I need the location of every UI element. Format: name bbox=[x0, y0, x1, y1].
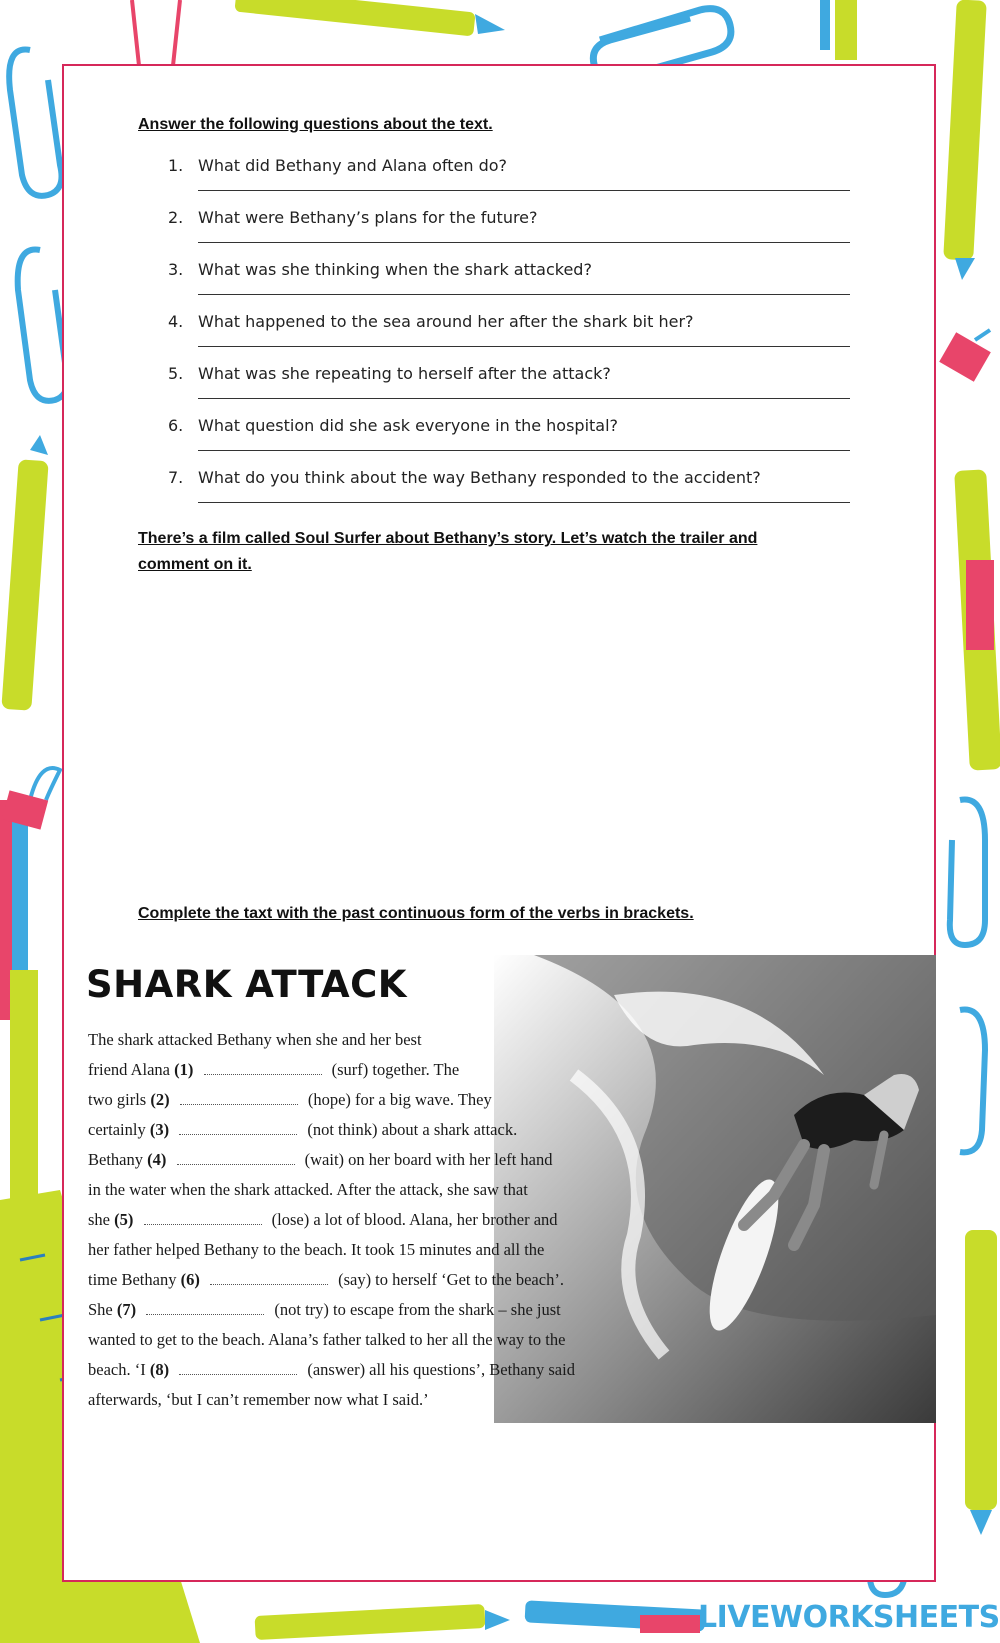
text-fragment: (not think) about a shark attack. bbox=[307, 1120, 518, 1139]
text-fragment: beach. ‘I bbox=[88, 1360, 146, 1379]
list-item bbox=[160, 410, 850, 462]
text-fragment: (answer) all his questions’, Bethany said bbox=[307, 1360, 575, 1379]
question-number: 2. bbox=[168, 208, 184, 227]
video-placeholder[interactable] bbox=[138, 590, 928, 890]
question-text: What was she repeating to herself after the attack? bbox=[198, 364, 611, 383]
question-number: 6. bbox=[168, 416, 184, 435]
text-fragment: certainly bbox=[88, 1120, 146, 1139]
list-item bbox=[160, 306, 850, 358]
text-line: wanted to get to the beach. Alana’s father talked to her all the way to the bbox=[88, 1330, 566, 1349]
gap-input[interactable] bbox=[144, 1206, 262, 1225]
gap-number: (7) bbox=[116, 1300, 137, 1319]
gap-input[interactable] bbox=[179, 1116, 297, 1135]
gap-input[interactable] bbox=[204, 1056, 322, 1075]
text-line bbox=[88, 1085, 648, 1115]
text-fragment: friend Alana bbox=[88, 1060, 171, 1079]
pen-icon bbox=[234, 0, 505, 36]
text-line bbox=[88, 1055, 648, 1085]
gap-input[interactable] bbox=[210, 1266, 328, 1285]
answer-field[interactable] bbox=[198, 450, 850, 451]
question-text: What do you think about the way Bethany responded to the accident? bbox=[198, 468, 761, 487]
text-line bbox=[88, 1295, 648, 1325]
text-fragment: (say) to herself ‘Get to the beach’. bbox=[338, 1270, 564, 1289]
text-line bbox=[88, 1355, 648, 1385]
question-number: 7. bbox=[168, 468, 184, 487]
film-heading: There’s a film called Soul Surfer about Bethany’s story. Let’s watch the trailer and bbox=[138, 530, 758, 547]
text-fragment: Bethany bbox=[88, 1150, 143, 1169]
text-fragment: She bbox=[88, 1300, 113, 1319]
gap-number: (2) bbox=[150, 1090, 170, 1109]
list-item bbox=[160, 462, 850, 514]
binder-clip-icon bbox=[939, 330, 991, 382]
paperclip-icon bbox=[9, 50, 67, 401]
question-list bbox=[160, 150, 850, 514]
question-text: What happened to the sea around her after the shark bit her? bbox=[198, 312, 694, 331]
text-line: The shark attacked Bethany when she and her best bbox=[88, 1030, 422, 1049]
shark-attack-title: SHARK ATTACK bbox=[86, 963, 407, 1006]
question-number: 4. bbox=[168, 312, 184, 331]
list-item bbox=[160, 358, 850, 410]
text-fragment: (not try) to escape from the shark – she just bbox=[274, 1300, 561, 1319]
answer-field[interactable] bbox=[198, 190, 850, 191]
answer-field[interactable] bbox=[198, 346, 850, 347]
text-line: her father helped Bethany to the beach. It took 15 minutes and all the bbox=[88, 1240, 545, 1259]
gap-input[interactable] bbox=[180, 1086, 298, 1105]
text-fragment: (lose) a lot of blood. Alana, her brother and bbox=[271, 1210, 558, 1229]
list-item bbox=[160, 150, 850, 202]
questions-heading: Answer the following questions about the text. bbox=[138, 116, 493, 133]
gap-number: (4) bbox=[147, 1150, 167, 1169]
shark-attack-text bbox=[88, 1025, 648, 1415]
text-line bbox=[88, 1115, 648, 1145]
gap-number: (3) bbox=[149, 1120, 170, 1139]
text-fragment: (surf) together. The bbox=[331, 1060, 460, 1079]
list-item bbox=[160, 202, 850, 254]
pen-icon bbox=[954, 469, 1000, 1535]
gap-number: (6) bbox=[180, 1270, 200, 1289]
question-number: 3. bbox=[168, 260, 184, 279]
text-fragment: (wait) on her board with her left hand bbox=[304, 1150, 553, 1169]
shark-attack-exercise bbox=[64, 955, 936, 1423]
text-line: afterwards, ‘but I can’t remember now what I said.’ bbox=[88, 1390, 429, 1409]
gap-input[interactable] bbox=[179, 1356, 297, 1375]
list-item bbox=[160, 254, 850, 306]
text-line bbox=[88, 1205, 648, 1235]
question-number: 5. bbox=[168, 364, 184, 383]
text-fragment: two girls bbox=[88, 1090, 147, 1109]
exercise-heading: Complete the taxt with the past continuous form of the verbs in brackets. bbox=[138, 905, 694, 922]
text-line: in the water when the shark attacked. After the attack, she saw that bbox=[88, 1180, 528, 1199]
gap-number: (8) bbox=[149, 1360, 170, 1379]
answer-field[interactable] bbox=[198, 398, 850, 399]
question-text: What question did she ask everyone in the hospital? bbox=[198, 416, 619, 435]
question-text: What were Bethany’s plans for the future? bbox=[198, 208, 538, 227]
gap-input[interactable] bbox=[177, 1146, 295, 1165]
question-number: 1. bbox=[168, 156, 184, 175]
gap-number: (5) bbox=[114, 1210, 134, 1229]
text-line bbox=[88, 1265, 648, 1295]
film-heading-continued: comment on it. bbox=[138, 556, 252, 573]
answer-field[interactable] bbox=[198, 242, 850, 243]
text-line bbox=[88, 1145, 648, 1175]
text-fragment: time Bethany bbox=[88, 1270, 177, 1289]
pen-icon bbox=[255, 1600, 706, 1640]
answer-field[interactable] bbox=[198, 294, 850, 295]
liveworksheets-logo[interactable]: LIVEWORKSHEETS bbox=[698, 1600, 1000, 1635]
binder-clip-icon bbox=[2, 768, 60, 830]
gap-number: (1) bbox=[174, 1060, 194, 1079]
question-text: What did Bethany and Alana often do? bbox=[198, 156, 508, 175]
question-text: What was she thinking when the shark attacked? bbox=[198, 260, 592, 279]
answer-field[interactable] bbox=[198, 502, 850, 503]
text-fragment: (hope) for a big wave. They bbox=[307, 1090, 492, 1109]
text-fragment: she bbox=[88, 1210, 110, 1229]
gap-input[interactable] bbox=[146, 1296, 264, 1315]
